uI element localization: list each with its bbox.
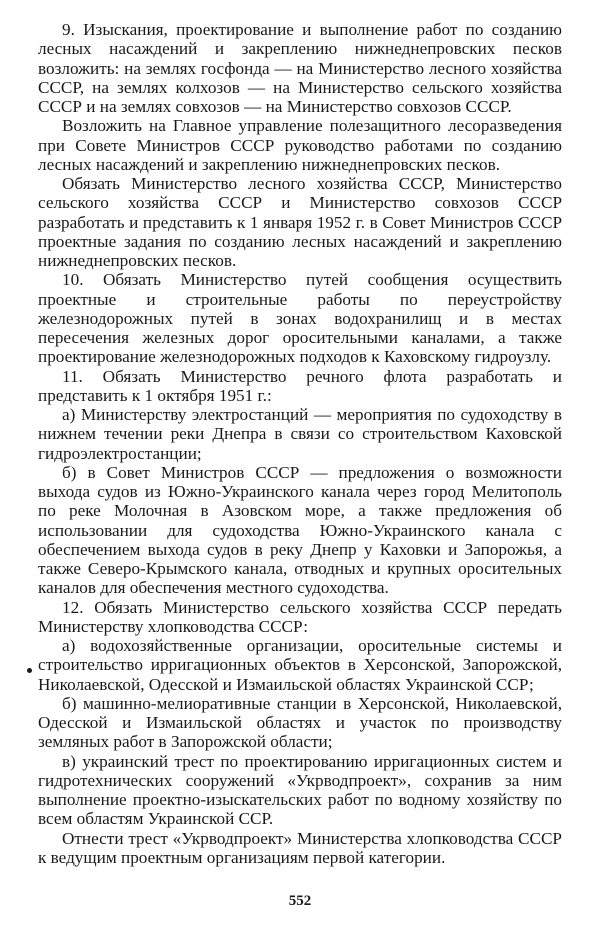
paragraph-12-v: в) украинский трест по проектированию ирригационных систем и гидротехнических сооружений «Укрводпроект», сохранив за ним выполнение проектно-изыскательских работ по водному хозяйству по всем областям Украинской ССР. <box>38 751 562 829</box>
paragraph-10: 10. Обязать Министерство путей сообщения осуществить проектные и строительные работы по переустройству железнодорожных путей в зонах водохранилищ и в местах пересечения железных дорог оросительными каналами, а также проектирование железнодорожных подходов к Каховскому гидроузлу. <box>38 270 562 367</box>
paragraph-12-a: а) водохозяйственные организации, оросительные системы и строительство ирригационных объектов в Херсонской, Запорожской, Николаевской, Одесской и Измаильской областях Украинской ССР; <box>38 636 562 694</box>
paragraph-otnesti-trest: Отнести трест «Укрводпроект» Министерства хлопководства СССР к ведущим проектным организациям первой категории. <box>38 828 562 867</box>
paragraph-12: 12. Обязать Министерство сельского хозяйства СССР передать Министерству хлопководства СССР: <box>38 597 562 636</box>
page-number: 552 <box>288 893 312 909</box>
paragraph-12-b: б) машинно-мелиоративные станции в Херсонской, Николаевской, Одесской и Измаильской областях и участок по производству земляных работ в Запорожской области; <box>38 693 562 752</box>
paragraph-9: 9. Изыскания, проектирование и выполнение работ по созданию лесных насаждений и закреплению нижнеднепровских песков возложить: на землях госфонда — на Министерство лесного хозяйства СССР, на землях колхозов — на Министерство сельского хозяйства СССР и на землях совхозов — на Министерство совхозов СССР. <box>38 20 562 116</box>
page-body <box>38 20 562 867</box>
paragraph-11-b: б) в Совет Министров СССР — предложения о возможности выхода судов из Южно-Украинского канала через город Мелитополь по реке Молочная в Азовском море, а также предложения об использовании для судоходства Южно-Украинского канала с обеспечением выхода судов в реку Днепр у Каховки и Запорожья, а также Северо-Крымского канала, отводных и крупных оросительных каналов для обеспечения местного судоходства. <box>38 462 562 598</box>
paragraph-glavnoe-upravlenie: Возложить на Главное управление полезащитного лесоразведения при Совете Министров СССР руководство работами по созданию лесных насаждений и закреплению нижнеднепровских песков. <box>38 116 562 174</box>
margin-dot-mark <box>27 668 32 673</box>
paragraph-obyazat-ministerstvo-lesnogo: Обязать Министерство лесного хозяйства СССР, Министерство сельского хозяйства СССР и Министерство совхозов СССР разработать и представить к 1 января 1952 г. в Совет Министров СССР проектные задания по созданию лесных насаждений и закреплению нижнеднепровских песков. <box>38 174 562 270</box>
paragraph-11-a: а) Министерству электростанций — мероприятия по судоходству в нижнем течении реки Днепра в связи со строительством Каховской гидроэлектростанции; <box>38 405 562 463</box>
paragraph-11: 11. Обязать Министерство речного флота разработать и представить к 1 октября 1951 г.: <box>38 366 562 405</box>
